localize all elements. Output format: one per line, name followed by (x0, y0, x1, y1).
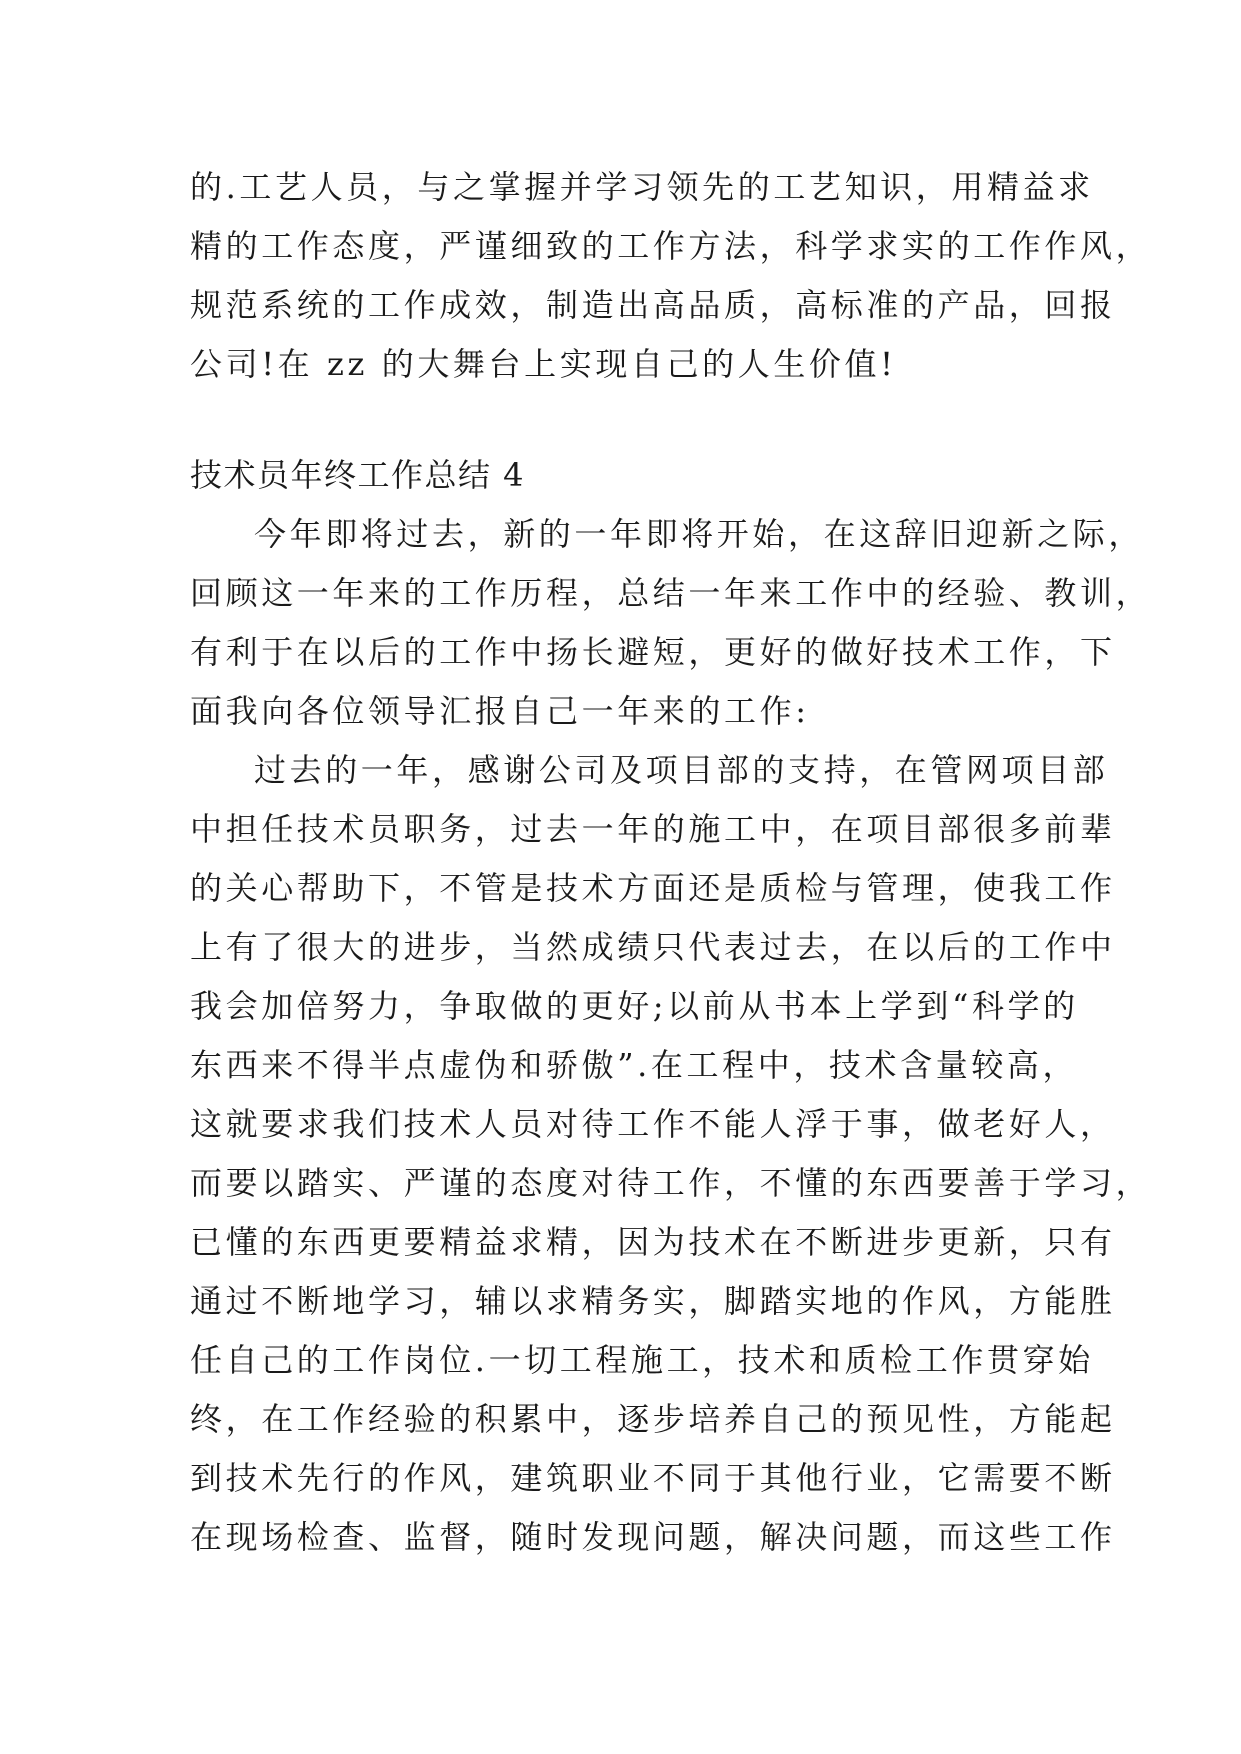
text-line: 通过不断地学习，辅以求精务实，脚踏实地的作风，方能胜 (190, 1282, 1116, 1320)
text-line: 我会加倍努力，争取做的更好;以前从书本上学到“科学的 (190, 987, 1079, 1025)
text-line: 终，在工作经验的积累中，逐步培养自己的预见性，方能起 (190, 1400, 1116, 1438)
text-line: 有利于在以后的工作中扬长避短，更好的做好技术工作，下 (190, 633, 1116, 671)
paragraph-intro (190, 505, 1152, 741)
text-line: 今年即将过去，新的一年即将开始，在这辞旧迎新之际， (254, 515, 1145, 553)
text-line: 过去的一年，感谢公司及项目部的支持，在管网项目部 (254, 751, 1109, 789)
text-line: 的.工艺人员，与之掌握并学习领先的工艺知识，用精益求 (190, 168, 1094, 206)
text-line: 回顾这一年来的工作历程，总结一年来工作中的经验、教训， (190, 574, 1152, 612)
section-heading (190, 446, 1070, 505)
paragraph-body (190, 741, 1152, 1567)
text-line: 而要以踏实、严谨的态度对待工作，不懂的东西要善于学习， (190, 1164, 1152, 1202)
text-line: 公司!在 zz 的大舞台上实现自己的人生价值! (190, 345, 897, 383)
text-line: 精的工作态度，严谨细致的工作方法，科学求实的工作作风， (190, 227, 1152, 265)
text-line: 的关心帮助下，不管是技术方面还是质检与管理，使我工作 (190, 869, 1116, 907)
text-line: 东西来不得半点虚伪和骄傲”.在工程中，技术含量较高， (190, 1046, 1079, 1084)
text-line: 上有了很大的进步，当然成绩只代表过去，在以后的工作中 (190, 928, 1116, 966)
section-heading-text: 技术员年终工作总结 4 (190, 456, 526, 494)
text-line: 在现场检查、监督，随时发现问题，解决问题，而这些工作 (190, 1518, 1116, 1556)
text-line: 到技术先行的作风，建筑职业不同于其他行业，它需要不断 (190, 1459, 1116, 1497)
text-line: 任自己的工作岗位.一切工程施工，技术和质检工作贯穿始 (190, 1341, 1094, 1379)
text-line: 规范系统的工作成效，制造出高品质，高标准的产品，回报 (190, 286, 1116, 324)
text-line: 这就要求我们技术人员对待工作不能人浮于事，做老好人， (190, 1105, 1116, 1143)
text-line: 中担任技术员职务，过去一年的施工中，在项目部很多前辈 (190, 810, 1116, 848)
text-line: 已懂的东西更要精益求精，因为技术在不断进步更新，只有 (190, 1223, 1116, 1261)
text-line: 面我向各位领导汇报自己一年来的工作: (190, 692, 810, 730)
paragraph-continued (190, 158, 1152, 394)
